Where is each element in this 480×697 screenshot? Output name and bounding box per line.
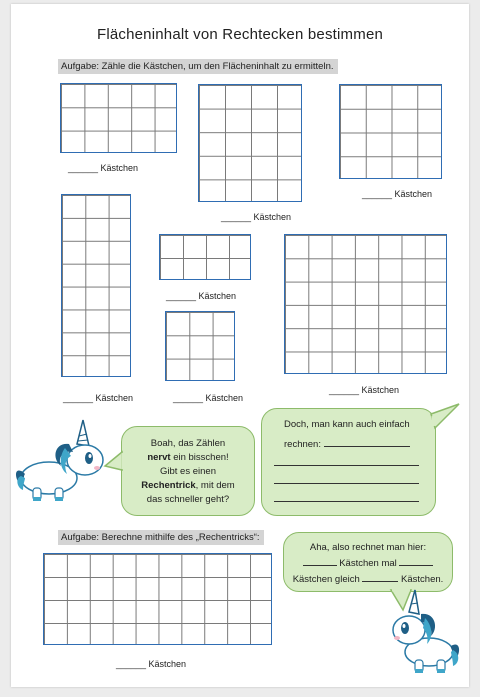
write-line[interactable] bbox=[324, 436, 410, 447]
rectangle-grid-3x8 bbox=[61, 194, 131, 377]
bubble-text: rechnen: bbox=[284, 439, 321, 450]
bubble-text: Kästchen mal bbox=[336, 558, 400, 569]
rectangle-grid-4x2 bbox=[159, 234, 251, 280]
bubble-text: Gibt es einen bbox=[160, 466, 216, 477]
answer-blank[interactable]: ______ Kästchen bbox=[166, 291, 237, 301]
answer-blank[interactable]: ______ Kästchen bbox=[63, 393, 134, 403]
page-title: Flächeninhalt von Rechtecken bestimmen bbox=[96, 26, 384, 43]
bubble-text: Kästchen gleich bbox=[292, 574, 363, 585]
worksheet bbox=[11, 4, 469, 687]
write-line[interactable] bbox=[274, 483, 419, 484]
answer-blank[interactable]: ______ Kästchen bbox=[173, 393, 244, 403]
bubble-text: Aha, also rechnet man hier: bbox=[309, 542, 427, 553]
bubble-tail bbox=[431, 404, 461, 434]
rectangle-grid-3x3 bbox=[165, 311, 235, 381]
unicorn-icon bbox=[381, 588, 465, 678]
answer-blank[interactable]: ______ Kästchen bbox=[362, 189, 433, 199]
write-line[interactable] bbox=[274, 501, 419, 502]
bubble-text: Boah, das Zählen bbox=[150, 438, 226, 449]
bubble-text: Doch, man kann auch einfach bbox=[284, 419, 410, 430]
task-1-instruction: Aufgabe: Zähle die Kästchen, um den Flächeninhalt zu ermitteln. bbox=[58, 59, 338, 74]
bubble-text-bold: Rechentrick bbox=[141, 480, 196, 491]
rectangle-grid-7x6 bbox=[284, 234, 447, 374]
bubble-text: Kästchen. bbox=[398, 574, 444, 585]
bubble-text-bold: nervt bbox=[147, 452, 171, 463]
bubble-text: ein bisschen! bbox=[170, 452, 229, 463]
speech-bubble-answer bbox=[261, 408, 436, 516]
bubble-tail bbox=[105, 452, 125, 472]
rectangle-grid-4x4 bbox=[339, 84, 442, 179]
speech-bubble-calculation bbox=[283, 532, 453, 592]
rectangle-grid-5x3 bbox=[60, 83, 177, 153]
rectangle-grid-10x4 bbox=[43, 553, 272, 645]
answer-blank[interactable]: ______ Kästchen bbox=[329, 385, 400, 395]
answer-blank[interactable]: ______ Kästchen bbox=[116, 659, 187, 669]
bubble-text: das schneller geht? bbox=[146, 494, 230, 505]
write-line[interactable] bbox=[362, 571, 398, 582]
speech-bubble-question bbox=[121, 426, 255, 516]
write-line[interactable] bbox=[303, 555, 337, 566]
answer-blank[interactable]: ______ Kästchen bbox=[221, 212, 292, 222]
write-line[interactable] bbox=[399, 555, 433, 566]
unicorn-icon bbox=[11, 416, 111, 506]
rectangle-grid-4x5 bbox=[198, 84, 302, 202]
bubble-text: , mit dem bbox=[195, 480, 235, 491]
write-line[interactable] bbox=[274, 465, 419, 466]
answer-blank[interactable]: ______ Kästchen bbox=[68, 163, 139, 173]
task-2-instruction: Aufgabe: Berechne mithilfe des „Rechentricks“: bbox=[58, 530, 264, 545]
